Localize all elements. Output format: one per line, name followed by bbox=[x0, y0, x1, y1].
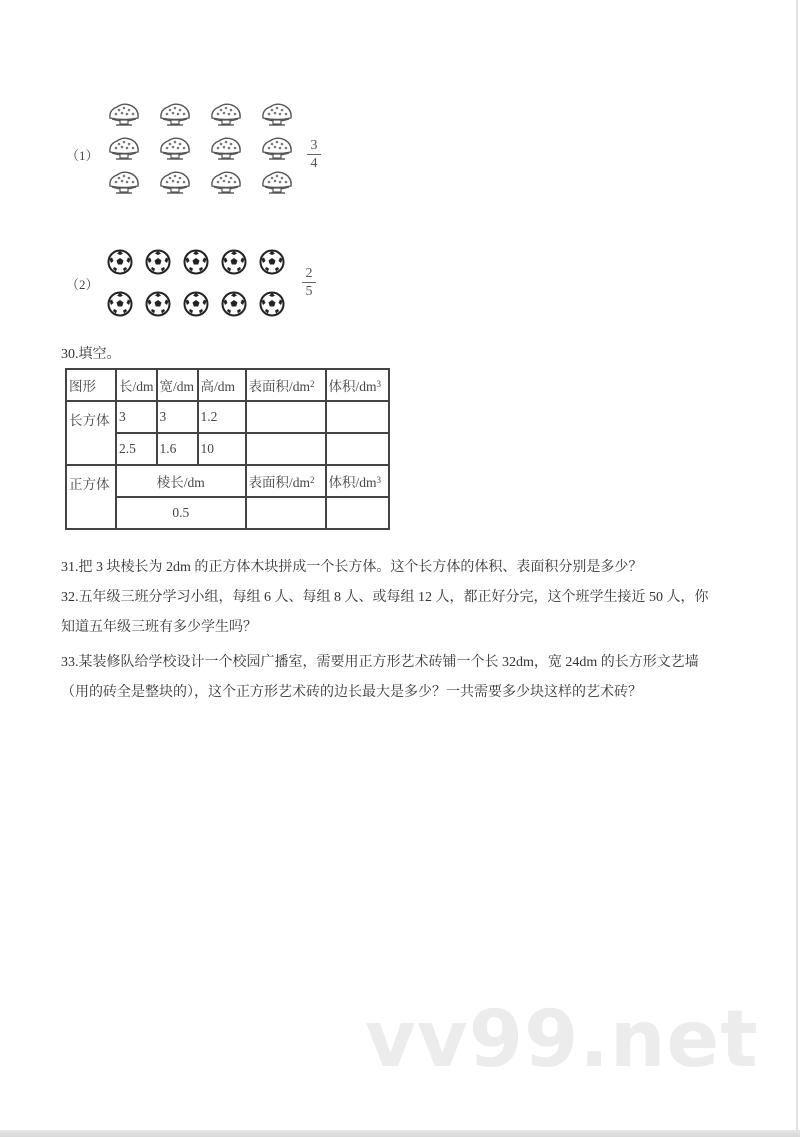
answer-cell[interactable] bbox=[246, 497, 326, 529]
table-header-row bbox=[66, 369, 389, 401]
mushroom-icon bbox=[107, 136, 143, 170]
table-row bbox=[66, 465, 389, 497]
soccer-ball-icon bbox=[183, 249, 209, 275]
header-cell: 长/dm bbox=[116, 369, 157, 401]
page-edge bbox=[796, 0, 798, 1132]
fraction-numerator: 2 bbox=[305, 266, 313, 281]
mushroom-icon bbox=[209, 170, 245, 204]
header-cell: 高/dm bbox=[198, 369, 246, 401]
part1-label: （1） bbox=[66, 148, 99, 163]
table-cell: 1.6 bbox=[157, 433, 198, 465]
part2-label: （2） bbox=[66, 277, 99, 292]
problem32-line2: 知道五年级三班有多少学生吗？ bbox=[61, 620, 257, 635]
fraction-2-5 bbox=[302, 266, 316, 299]
mushroom-icon bbox=[209, 136, 245, 170]
problem30-title: 30.填空。 bbox=[61, 347, 121, 362]
mushroom-icon bbox=[158, 170, 194, 204]
mushroom-icon bbox=[260, 136, 296, 170]
mushroom-icon bbox=[158, 136, 194, 170]
soccer-ball-icon bbox=[259, 291, 285, 317]
answer-cell[interactable] bbox=[326, 497, 389, 529]
soccer-ball-icon bbox=[145, 291, 171, 317]
table-cell: 1.2 bbox=[198, 401, 246, 433]
fraction-denominator: 5 bbox=[305, 284, 313, 299]
fraction-denominator: 4 bbox=[310, 156, 318, 171]
table-cell: 3 bbox=[157, 401, 198, 433]
mushroom-grid bbox=[107, 102, 296, 204]
mushroom-icon bbox=[260, 170, 296, 204]
soccer-ball-icon bbox=[145, 249, 171, 275]
table-cell: 3 bbox=[116, 401, 157, 433]
fraction-numerator: 3 bbox=[310, 138, 318, 153]
watermark: vv99.net bbox=[365, 995, 759, 1085]
header-cell: 表面积$/dm^2$ bbox=[246, 369, 326, 401]
header-cell: 体积$/dm^3$ bbox=[326, 369, 389, 401]
problem33-line1: 33.某装修队给学校设计一个校园广播室，需要用正方形艺术砖铺一个长 32dm，宽 24dm 的长方形文艺墙 bbox=[61, 655, 699, 670]
soccer-ball-icon bbox=[221, 291, 247, 317]
cuboid-label: 长方体 bbox=[66, 401, 116, 465]
problem31-text: 31.把 3 块棱长为 2dm 的正方体木块拼成一个长方体。这个长方体的体积、表面积分别是多少？ bbox=[61, 560, 643, 575]
mushroom-icon bbox=[107, 170, 143, 204]
soccer-ball-icon bbox=[107, 291, 133, 317]
mushroom-icon bbox=[158, 102, 194, 136]
answer-cell[interactable] bbox=[246, 433, 326, 465]
mushroom-icon bbox=[107, 102, 143, 136]
soccer-ball-icon bbox=[107, 249, 133, 275]
mushroom-icon bbox=[209, 102, 245, 136]
cube-header-cell: 体积$/dm^3$ bbox=[326, 465, 389, 497]
table-row bbox=[66, 401, 389, 433]
answer-cell[interactable] bbox=[326, 401, 389, 433]
table-cell: 2.5 bbox=[116, 433, 157, 465]
header-cell: 宽/dm bbox=[157, 369, 198, 401]
fraction-3-4 bbox=[307, 138, 321, 171]
table-cell: 0.5 bbox=[116, 497, 246, 529]
soccer-ball-icon bbox=[183, 291, 209, 317]
page-edge-bottom bbox=[0, 1130, 800, 1137]
soccer-ball-icon bbox=[221, 249, 247, 275]
cube-header-cell: 表面积$/dm^2$ bbox=[246, 465, 326, 497]
mushroom-icon bbox=[260, 102, 296, 136]
cube-label: 正方体 bbox=[66, 465, 116, 529]
fill-in-table bbox=[65, 368, 390, 530]
problem32-line1: 32.五年级三班分学习小组，每组 6 人、每组 8 人、或每组 12 人，都正好分完，这个班学生接近 50 人，你 bbox=[61, 590, 709, 605]
answer-cell[interactable] bbox=[326, 433, 389, 465]
cube-header-cell: 棱长/dm bbox=[116, 465, 246, 497]
problem33-line2: （用的砖全是整块的），这个正方形艺术砖的边长最大是多少？一共需要多少块这样的艺术砖？ bbox=[61, 685, 642, 700]
table-cell: 10 bbox=[198, 433, 246, 465]
soccer-ball-grid bbox=[107, 249, 285, 317]
answer-cell[interactable] bbox=[246, 401, 326, 433]
soccer-ball-icon bbox=[259, 249, 285, 275]
header-cell: 图形 bbox=[66, 369, 116, 401]
